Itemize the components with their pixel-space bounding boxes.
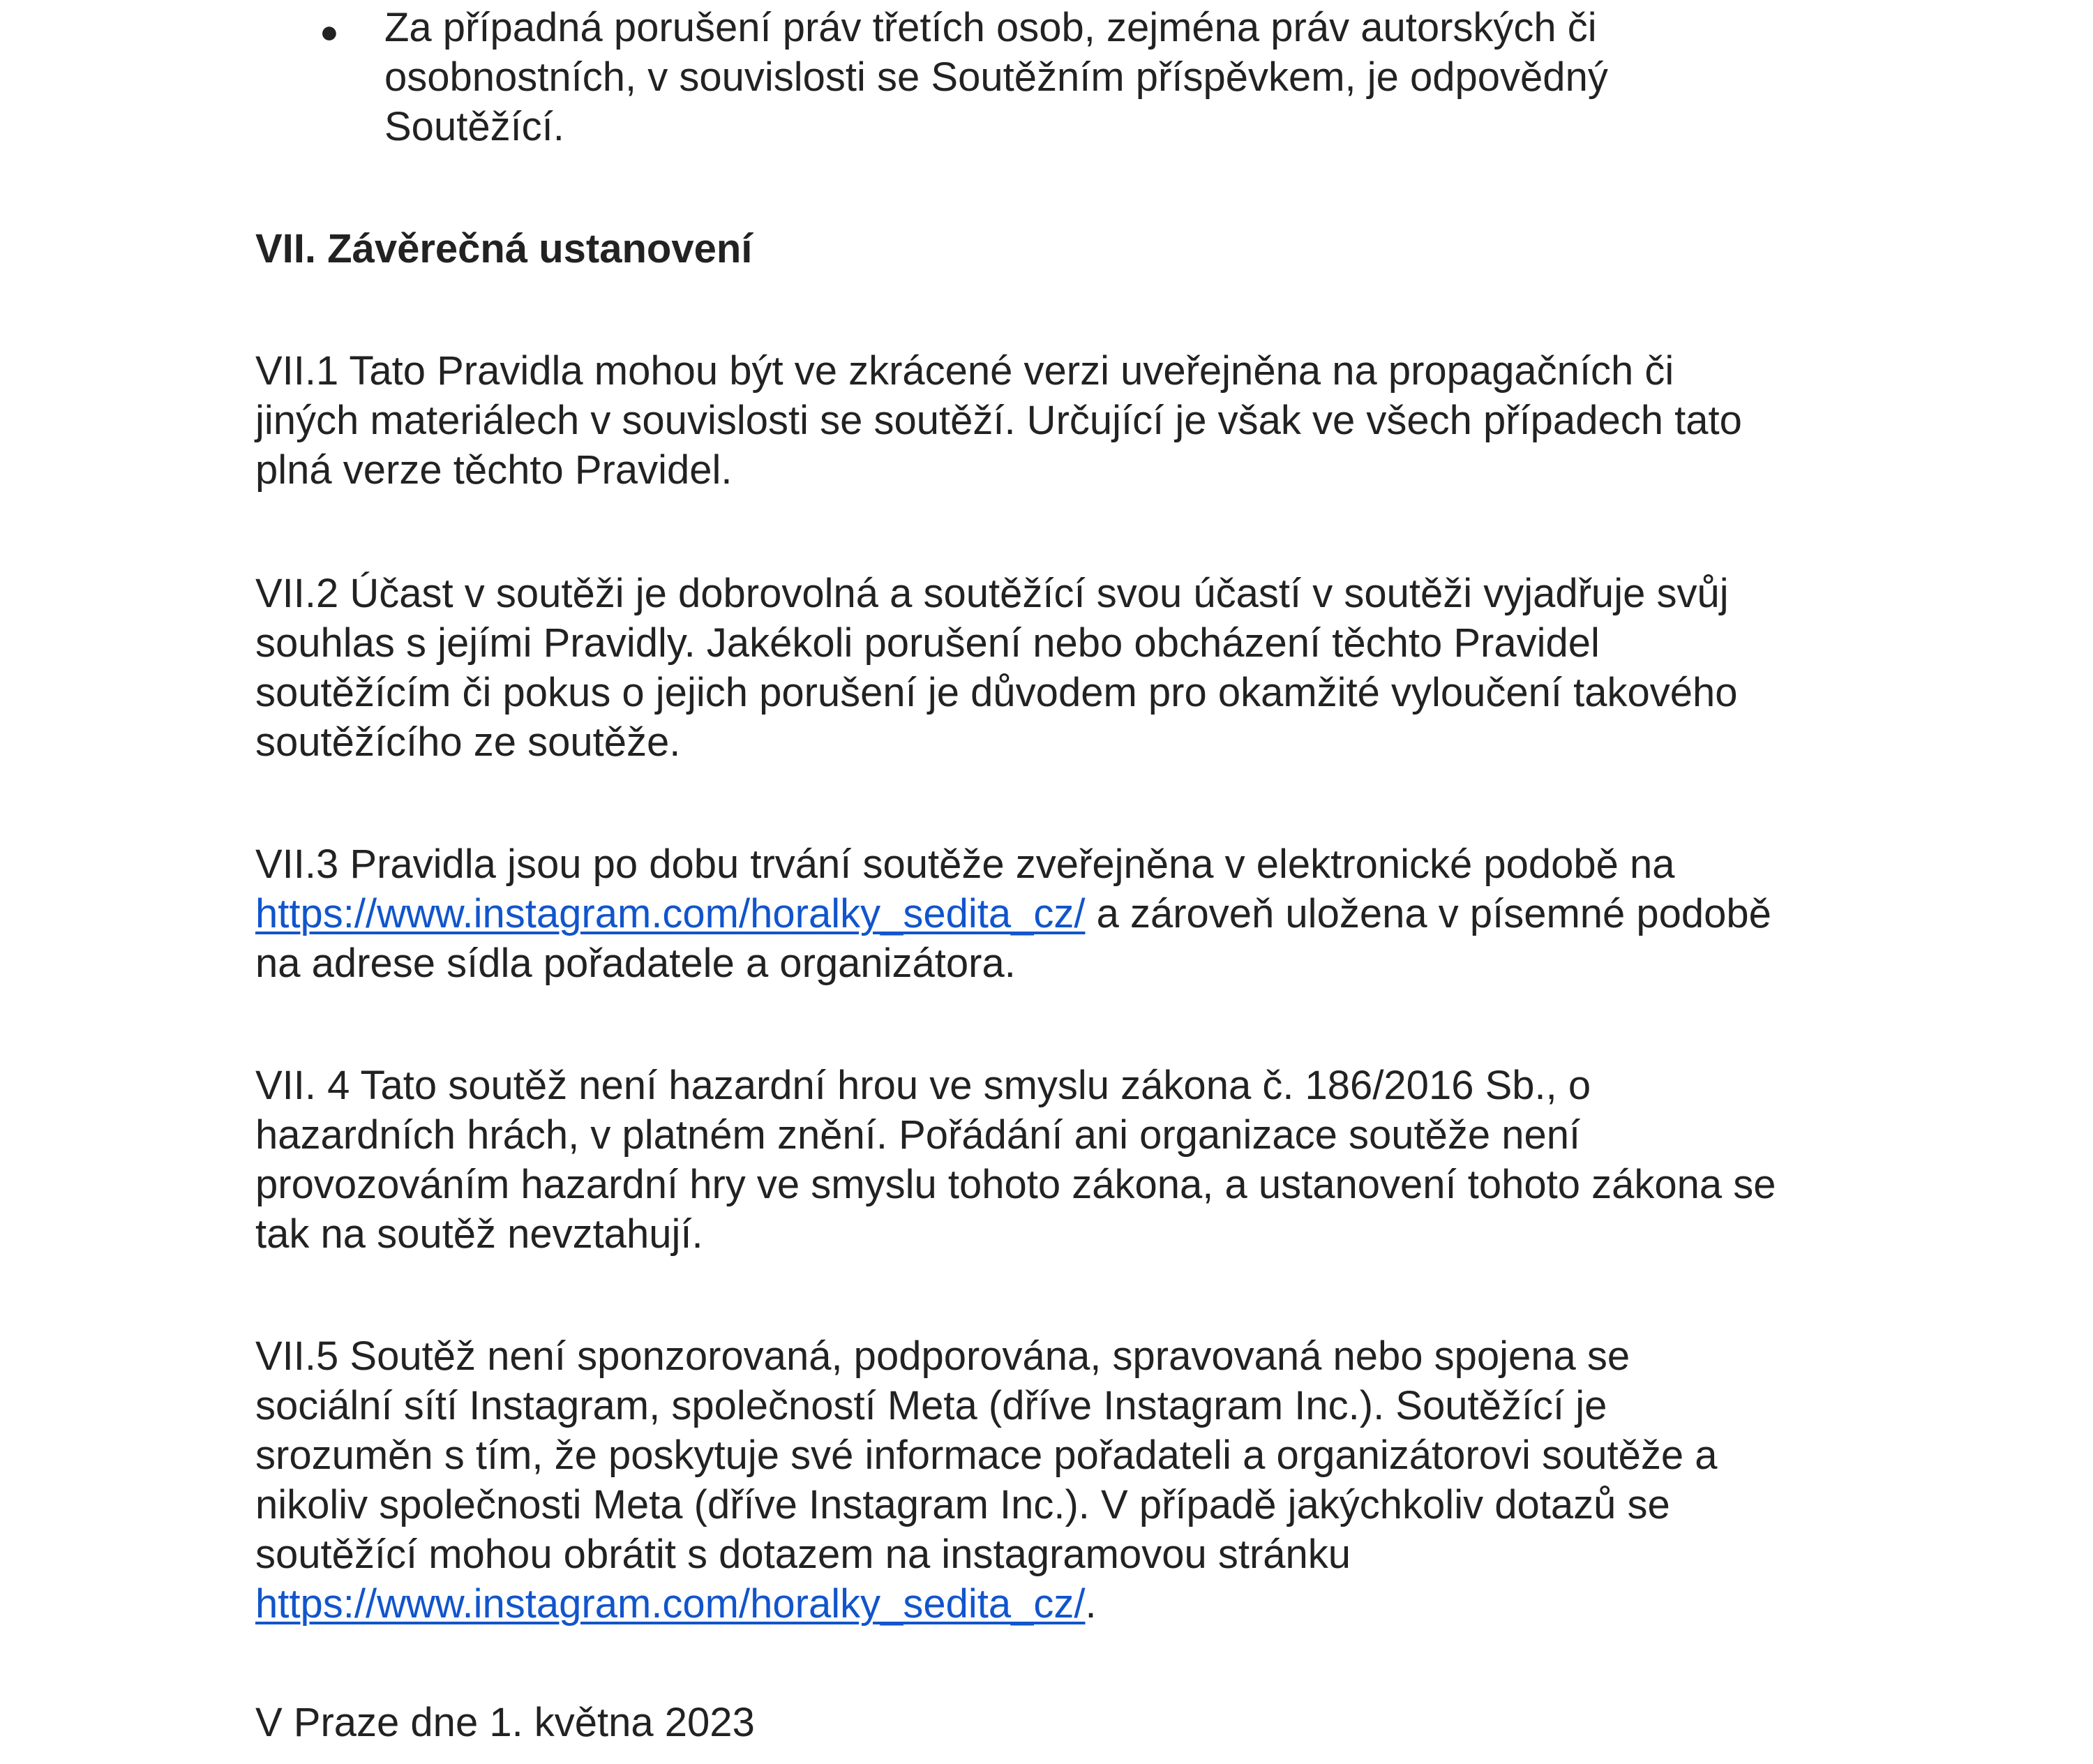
paragraph-line: plná verze těchto Pravidel. [255,447,733,493]
bullet-text-line-1: Za případná porušení práv třetích osob, zejména práv autorských či [384,5,1597,50]
paragraph-line: sociální sítí Instagram, společností Meta (dříve Instagram Inc.). Soutěžící je [255,1383,1607,1428]
paragraph-line: na adrese sídla pořadatele a organizátora. [255,941,1016,986]
paragraph-line: jiných materiálech v souvislosti se soutěží. Určující je však ve všech případech tato [255,398,1742,443]
bullet-text-line-2: osobnostních, v souvislosti se Soutěžním příspěvkem, je odpovědný [384,54,1608,100]
paragraph-line: VII.2 Účast v soutěži je dobrovolná a soutěžící svou účastí v soutěži vyjadřuje svůj [255,571,1729,616]
paragraph-line: VII. 4 Tato soutěž není hazardní hrou ve smyslu zákona č. 186/2016 Sb., o [255,1063,1591,1108]
paragraph-line: souhlas s jejími Pravidly. Jakékoli porušení nebo obcházení těchto Pravidel [255,620,1600,666]
paragraph-line: soutěžícím či pokus o jejich porušení je důvodem pro okamžité vyloučení takového [255,670,1738,715]
instagram-link[interactable]: https://www.instagram.com/horalky_sedita_cz/ [255,891,1086,936]
bullet-text-line-3: Soutěžící. [384,104,564,149]
paragraph-line: VII.1 Tato Pravidla mohou být ve zkrácené verzi uveřejněna na propagačních či [255,348,1674,394]
paragraph-line: soutěžícího ze soutěže. [255,719,681,765]
paragraph-line: srozuměn s tím, že poskytuje své informace pořadateli a organizátorovi soutěže a [255,1433,1718,1478]
paragraph-text: a zároveň uložena v písemné podobě [1085,891,1771,936]
instagram-link[interactable]: https://www.instagram.com/horalky_sedita_cz/ [255,1581,1086,1627]
paragraph-line: provozováním hazardní hry ve smyslu tohoto zákona, a ustanovení tohoto zákona se [255,1162,1776,1207]
place-and-date: V Praze dne 1. května 2023 [255,1700,755,1745]
paragraph-line-with-link [255,1580,1097,1629]
paragraph-line: nikoliv společnosti Meta (dříve Instagram Inc.). V případě jakýchkoliv dotazů se [255,1482,1670,1527]
paragraph-text: . [1085,1581,1097,1627]
paragraph-line: hazardních hrách, v platném znění. Pořádání ani organizace soutěže není [255,1112,1581,1158]
section-heading: VII. Závěrečná ustanovení [255,226,753,271]
bullet-glyph: ● [320,13,339,50]
paragraph-line: VII.3 Pravidla jsou po dobu trvání soutěže zveřejněna v elektronické podobě na [255,842,1675,887]
paragraph-line-with-link [255,890,1771,939]
paragraph-line: VII.5 Soutěž není sponzorovaná, podporována, spravovaná nebo spojena se [255,1333,1630,1379]
paragraph-line: tak na soutěž nevztahují. [255,1211,703,1257]
paragraph-line: soutěžící mohou obrátit s dotazem na instagramovou stránku [255,1532,1351,1577]
